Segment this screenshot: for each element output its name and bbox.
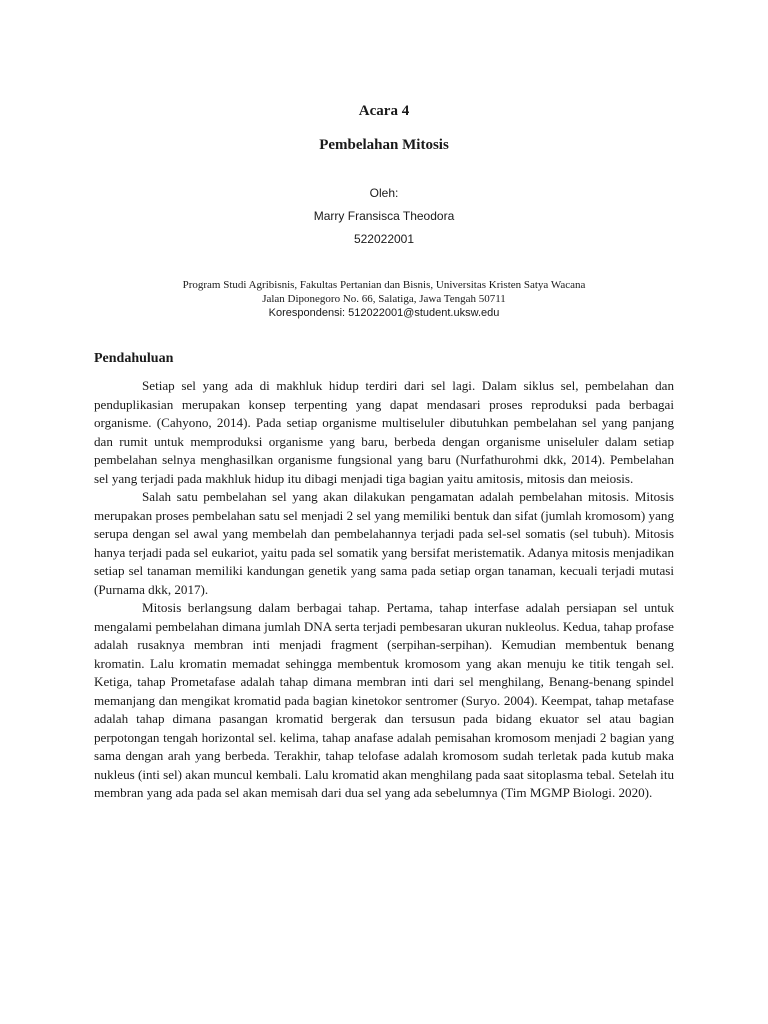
affiliation-correspondence: Korespondensi: 512022001@student.uksw.edu <box>268 307 500 319</box>
document-title: Acara 4 <box>358 103 410 119</box>
affiliation-program: Program Studi Agribisnis, Fakultas Pertanian dan Bisnis, Universitas Kristen Satya Wacana <box>182 279 586 291</box>
section-body <box>94 377 674 803</box>
author-name: Marry Fransisca Theodora <box>313 209 455 223</box>
document-subtitle: Pembelahan Mitosis <box>319 137 449 153</box>
affiliation-address: Jalan Diponegoro No. 66, Salatiga, Jawa Tengah 50711 <box>262 293 506 305</box>
paragraph-1: Setiap sel yang ada di makhluk hidup terdiri dari sel lagi. Dalam siklus sel, pembelahan dan penduplikasian merupakan konsep terpenting yang dapat mendasari proses reproduksi pada berbagai organisme. (Cahyono, 2014). Pada setiap organisme multiseluler dibutuhkan pembelahan sel yang panjang dan rumit untuk memproduksi organisme yang baru, berbeda dengan organisme uniseluler dalam setiap pembelahan selnya menghasilkan organisme fungsional yang baru (Nurfathurohmi dkk, 2014). Pembelahan sel yang terjadi pada makhluk hidup itu dibagi menjadi tiga bagian yaitu amitosis, mitosis dan meiosis. <box>94 378 674 486</box>
paragraph-3: Mitosis berlangsung dalam berbagai tahap. Pertama, tahap interfase adalah persiapan sel untuk mengalami pembelahan dimana jumlah DNA serta terjadi pembesaran ukuran nukleolus. Kedua, tahap profase adalah rusaknya membran inti menjadi fragment (serpihan-serpihan). Kemudian membentuk benang kromatin. Lalu kromatin memadat sehingga membentuk kromosom yang akan menuju ke titik tengah sel. Ketiga, tahap Prometafase adalah tahap dimana membran inti dari sel menghilang, Benang-benang spindel memanjang dan mengikat kromatid pada bagian kinetokor sentromer (Suryo. 2004). Keempat, tahap metafase adalah tahap dimana pasangan kromatid bergerak dan tersusun pada bidang ekuator sel atau bagian perpotongan tengah horizontal sel. kelima, tahap anafase adalah pemisahan kromosom menjadi 2 bagian yang sama dengan arah yang berbeda. Terakhir, tahap telofase adalah kromosom sudah terletak pada kutub maka nukleus (inti sel) akan muncul kembali. Lalu kromatid akan menghilang pada saat sitoplasma tebal. Setelah itu membran yang ada pada sel akan memisah dari dua sel yang ada sebelumnya (Tim MGMP Biologi. 2020). <box>94 600 674 800</box>
student-id: 522022001 <box>353 232 415 246</box>
section-heading: Pendahuluan <box>94 351 174 366</box>
affiliation-block <box>0 278 768 320</box>
paragraph-2: Salah satu pembelahan sel yang akan dilakukan pengamatan adalah pembelahan mitosis. Mitosis merupakan proses pembelahan satu sel menjadi 2 sel yang memiliki bentuk dan sifat (jumlah kromosom) yang serupa dengan sel awal yang membelah dan pembelahannya terjadi pada sel-sel somatis (sel tubuh). Mitosis hanya terjadi pada sel eukariot, yaitu pada sel somatik yang bersifat meristematik. Adanya mitosis menjadikan setiap sel tanaman memiliki kandungan genetik yang sama pada setiap organ tanaman, kecuali terjadi mutasi (Purnama dkk, 2017). <box>94 489 674 597</box>
by-label: Oleh: <box>369 186 399 200</box>
